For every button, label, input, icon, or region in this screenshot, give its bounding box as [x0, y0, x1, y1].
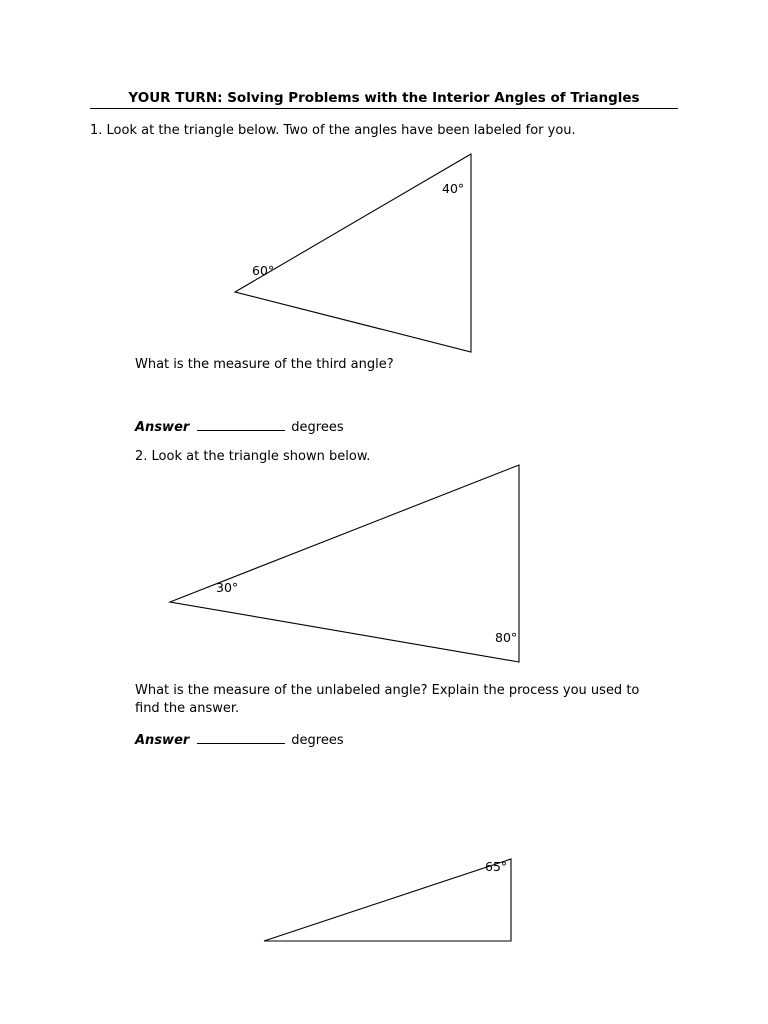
- triangle-2-angle-bottom: 80°: [495, 630, 518, 645]
- triangle-1-angle-top: 40°: [442, 181, 465, 196]
- triangle-1-angle-left: 60°: [252, 263, 275, 278]
- question-2-prompt: 2. Look at the triangle shown below.: [135, 449, 371, 464]
- question-2-text-line2: find the answer.: [135, 701, 240, 716]
- question-1-prompt: 1. Look at the triangle below. Two of the angles have been labeled for you.: [90, 123, 576, 138]
- question-1-text: What is the measure of the third angle?: [135, 357, 394, 372]
- triangle-3: [264, 859, 511, 941]
- page-title: YOUR TURN: Solving Problems with the Interior Angles of Triangles: [128, 90, 640, 106]
- triangle-3-angle-top: 65°: [485, 859, 508, 874]
- answer-unit: degrees: [291, 420, 344, 435]
- triangle-2-angle-left: 30°: [216, 580, 239, 595]
- answer-label: Answer: [135, 733, 190, 748]
- question-2-text-line1: What is the measure of the unlabeled angle? Explain the process you used to: [135, 683, 640, 698]
- answer-label: Answer: [135, 420, 190, 435]
- answer-unit: degrees: [291, 733, 344, 748]
